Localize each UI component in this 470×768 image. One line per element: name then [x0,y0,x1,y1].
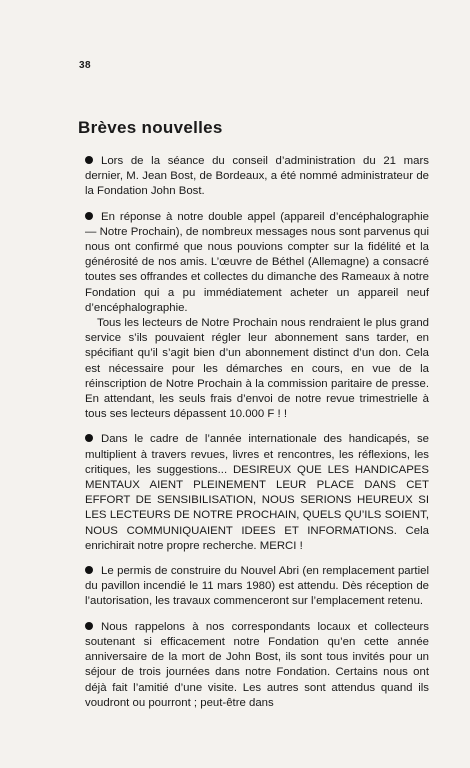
news-item-board-appointment [85,154,429,200]
page-title: Brèves nouvelles [78,118,223,137]
bullet-icon [85,212,93,220]
news-item-handicap-year [85,432,429,554]
news-item-correspondents [85,620,429,711]
paragraph-text: Lors de la séance du conseil d’administration du 21 mars dernier, M. Jean Bost, de Bordeaux, a été nommé administrateur de la Fondation John Bost. [85,155,429,198]
bullet-icon [85,622,93,630]
news-item-eeg-appeal [85,210,429,316]
paragraph-text: Dans le cadre de l’année internationale des handicapés, se multiplient à travers revues, livres et rencontres, les réflexions, les critiques, les suggestions... DESIREUX QUE LES HANDICAPES MENTAUX AIENT PLEINEMENT LEUR PLACE DANS CET EFFORT DE SENSIBILISATION, NOUS SERIONS HEUREUX SI LES LECTEURS DE NOTRE PROCHAIN, QUELS QU’ILS SOIENT, NOUS COMMUNIQUAIENT IDEES ET INFORMATIONS. Cela enrichirait notre propre recherche. MERCI ! [85,433,429,552]
paragraph-text: En réponse à notre double appel (appareil d’encéphalographie — Notre Prochain), de nombreux messages nous sont parvenus qui nous ont confirmé que nous pouvions compter sur la fidélité et la générosité de nos amis. L’œuvre de Béthel (Allemagne) a consacré toutes ses offrandes et collectes du dimanche des Rameaux à notre Fondation qui a pu immédiatement acheter un appareil neuf d’encéphalographie. [85,210,429,314]
news-item-subscription [85,316,429,422]
bullet-icon [85,434,93,442]
article-body [85,154,429,711]
paragraph-text: Le permis de construire du Nouvel Abri (en remplacement partiel du pavillon incendié le 11 mars 1980) est attendu. Dès réception de l’autorisation, les travaux commenceront sur l’emplacement retenu. [85,565,429,608]
news-item-building-permit [85,564,429,610]
page-number: 38 [79,60,92,71]
paragraph-text: Nous rappelons à nos correspondants locaux et collecteurs soutenant si efficacement notre Fondation qu’en cette année anniversaire de la mort de John Bost, ils sont tous invités pour un séjour de trois journées dans notre Fondation. Certains nous ont déjà fait l’amitié d’une visite. Les autres sont attendus quand ils voudront ou pourront ; peut-être dans [85,620,429,709]
bullet-icon [85,566,93,574]
bullet-icon [85,156,93,164]
paragraph-text: Tous les lecteurs de Notre Prochain nous rendraient le plus grand service s’ils pouvaient régler leur abonnement sans tarder, en spécifiant qu’il s’agit bien d’un abonnement distinct d’un don. Cela est nécessaire pour les démarches en cours, en vue de la réinscription de Notre Prochain à la commission paritaire de presse. En attendant, les seuls frais d’envoi de notre revue trimestrielle à tous ses lecteurs dépassent 10.000 F ! ! [85,317,429,421]
